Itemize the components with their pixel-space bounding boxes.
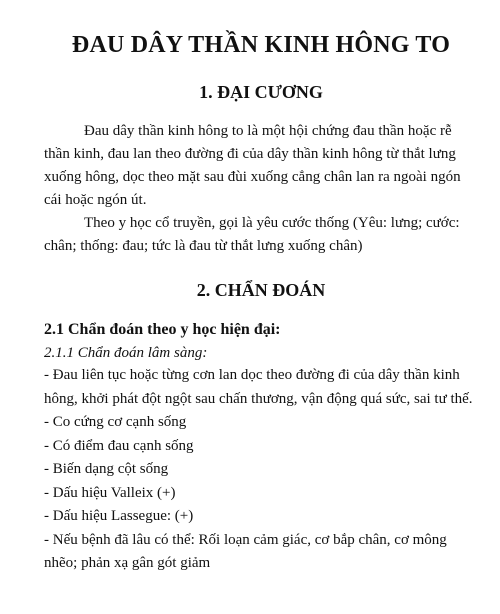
paragraph-traditional-medicine: Theo y học cổ truyền, gọi là yêu cước thống (Yêu: lưng; cước: chân; thống: đau; tức là đau từ thắt lưng xuống chân)	[44, 215, 460, 254]
list-item: - Dấu hiệu Lassegue: (+)	[44, 508, 194, 524]
list-item: - Nếu bệnh đã lâu có thể: Rối loạn cảm giác, cơ bắp chân, cơ mông nhẽo; phản xạ gân gót giảm	[44, 531, 447, 571]
page-title: ĐAU DÂY THẦN KINH HÔNG TO	[71, 32, 451, 58]
section-heading-introduction: 1. ĐẠI CƯƠNG	[199, 82, 323, 102]
subsubheading-clinical-diagnosis: 2.1.1 Chẩn đoán lâm sàng:	[44, 345, 208, 361]
subheading-modern-medicine: 2.1 Chẩn đoán theo y học hiện đại:	[44, 321, 281, 338]
list-item: - Đau liên tục hoặc từng cơn lan dọc theo đường đi của dây thần kinh hông, khởi phát đột ngột sau chấn thương, vận động quá sức, sai tư thế.	[44, 367, 473, 407]
list-item: - Dấu hiệu Valleix (+)	[44, 484, 176, 501]
list-item: - Co cứng cơ cạnh sống	[44, 414, 187, 430]
section-heading-diagnosis: 2. CHẨN ĐOÁN	[196, 280, 326, 300]
list-item: - Biến dạng cột sống	[44, 461, 169, 477]
symptom-list	[44, 364, 478, 576]
list-item: - Có điểm đau cạnh sống	[44, 437, 194, 454]
paragraph-definition: Đau dây thần kinh hông to là một hội chứng đau thần hoặc rễ thần kinh, đau lan theo đường đi của dây thần kinh hông từ thắt lưng xuống hông, dọc theo mặt sau đùi xuống cẳng chân lan ra ngoài ngón cái hoặc ngón út.	[44, 123, 461, 208]
